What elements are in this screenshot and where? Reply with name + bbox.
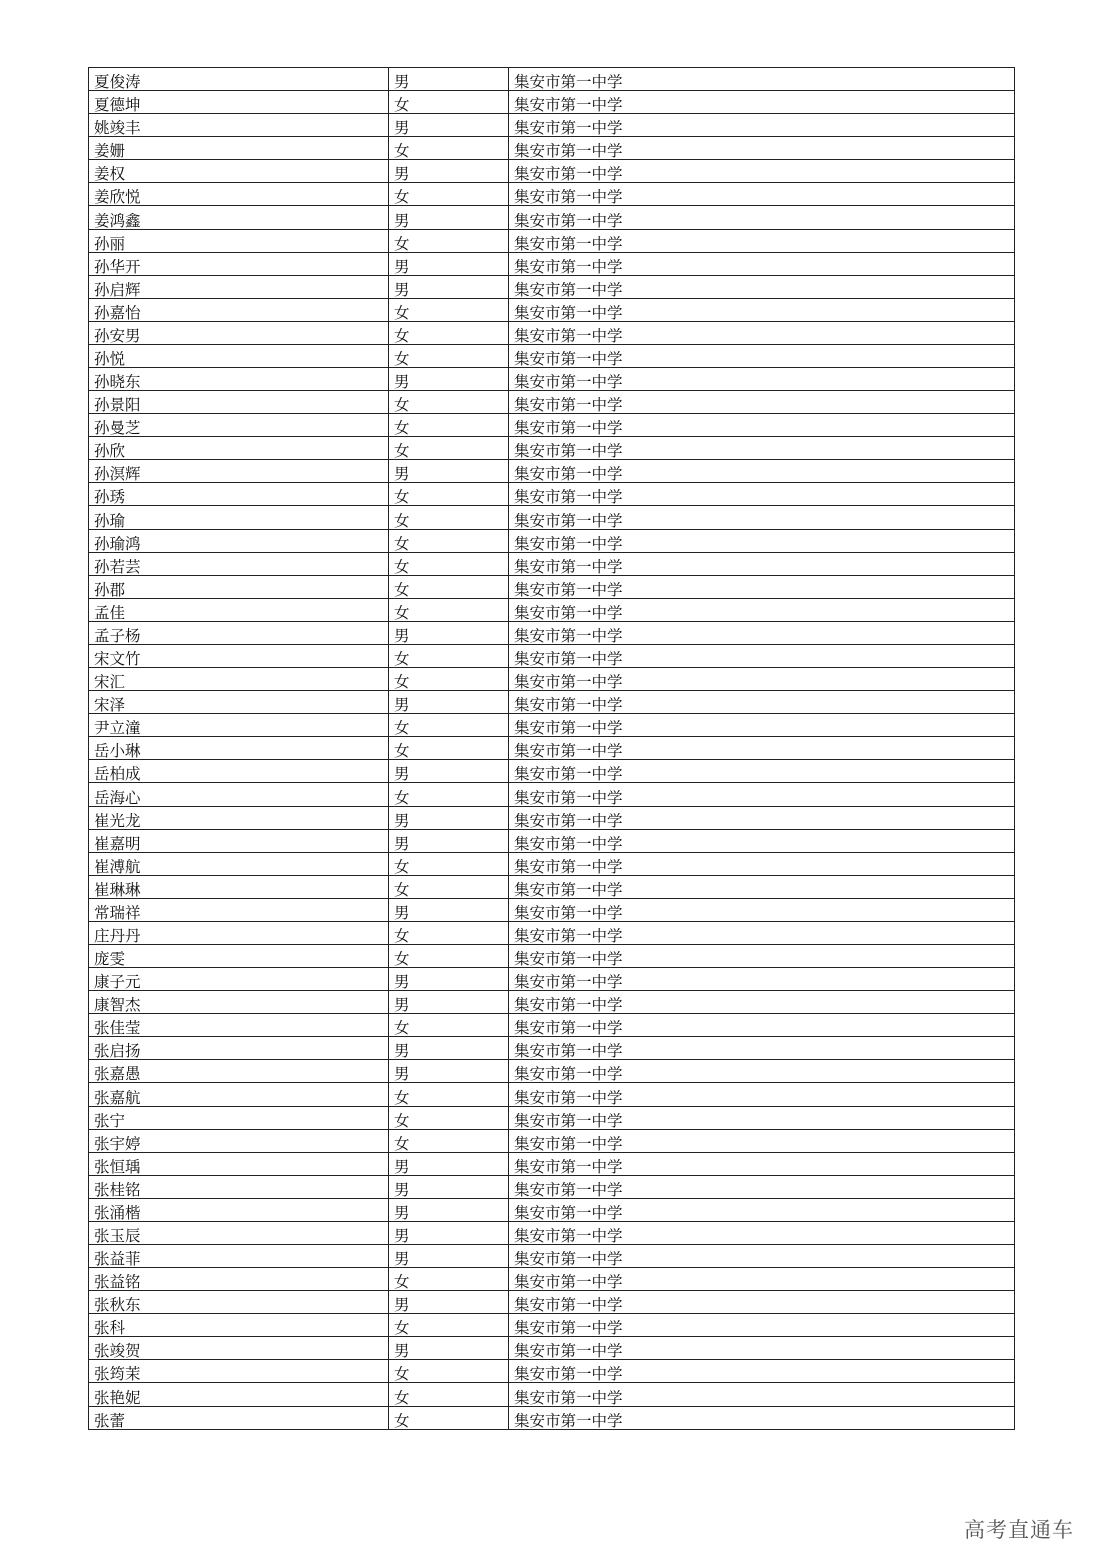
gender-cell: 女 [389,483,509,506]
gender-cell: 女 [389,91,509,114]
table-row [89,183,1015,206]
student-name-cell: 姜权 [89,160,389,183]
table-row [89,668,1015,691]
school-cell: 集安市第一中学 [509,714,1015,737]
table-row [89,206,1015,229]
student-name-cell: 姜欣悦 [89,183,389,206]
student-name-cell: 庄丹丹 [89,921,389,944]
gender-cell: 女 [389,1083,509,1106]
gender-cell: 女 [389,737,509,760]
gender-cell: 女 [389,1406,509,1429]
table-row [89,275,1015,298]
school-cell: 集安市第一中学 [509,229,1015,252]
table-row [89,391,1015,414]
student-name-cell: 张益菲 [89,1244,389,1267]
student-name-cell: 姚竣丰 [89,114,389,137]
table-row [89,737,1015,760]
school-cell: 集安市第一中学 [509,1037,1015,1060]
student-name-cell: 孙华开 [89,252,389,275]
table-row [89,137,1015,160]
table-row [89,1383,1015,1406]
school-cell: 集安市第一中学 [509,460,1015,483]
gender-cell: 男 [389,275,509,298]
gender-cell: 女 [389,321,509,344]
student-name-cell: 夏德坤 [89,91,389,114]
student-name-cell: 孙瑜鸿 [89,529,389,552]
table-row [89,760,1015,783]
gender-cell: 女 [389,598,509,621]
table-row [89,921,1015,944]
table-row [89,437,1015,460]
school-cell: 集安市第一中学 [509,852,1015,875]
table-row [89,414,1015,437]
gender-cell: 男 [389,898,509,921]
table-row [89,344,1015,367]
table-row [89,552,1015,575]
school-cell: 集安市第一中学 [509,1152,1015,1175]
student-name-cell: 孙景阳 [89,391,389,414]
student-name-cell: 孙瑜 [89,506,389,529]
student-name-cell: 康智杰 [89,991,389,1014]
gender-cell: 女 [389,137,509,160]
table-row [89,1244,1015,1267]
school-cell: 集安市第一中学 [509,1060,1015,1083]
student-name-cell: 夏俊涛 [89,68,389,91]
student-name-cell: 孙安男 [89,321,389,344]
table-row [89,852,1015,875]
table-row [89,1337,1015,1360]
school-cell: 集安市第一中学 [509,1314,1015,1337]
student-name-cell: 张嘉愚 [89,1060,389,1083]
gender-cell: 男 [389,806,509,829]
school-cell: 集安市第一中学 [509,944,1015,967]
school-cell: 集安市第一中学 [509,206,1015,229]
gender-cell: 女 [389,944,509,967]
table-row [89,714,1015,737]
table-row [89,991,1015,1014]
school-cell: 集安市第一中学 [509,783,1015,806]
gender-cell: 女 [389,714,509,737]
table-row [89,1037,1015,1060]
student-name-cell: 岳柏成 [89,760,389,783]
gender-cell: 女 [389,1129,509,1152]
school-cell: 集安市第一中学 [509,760,1015,783]
school-cell: 集安市第一中学 [509,506,1015,529]
gender-cell: 男 [389,1198,509,1221]
student-name-cell: 姜鸿鑫 [89,206,389,229]
gender-cell: 女 [389,1314,509,1337]
table-row [89,483,1015,506]
gender-cell: 女 [389,506,509,529]
gender-cell: 女 [389,875,509,898]
school-cell: 集安市第一中学 [509,1129,1015,1152]
school-cell: 集安市第一中学 [509,668,1015,691]
gender-cell: 男 [389,1175,509,1198]
table-row [89,944,1015,967]
table-row [89,875,1015,898]
table-row [89,783,1015,806]
table-row [89,1291,1015,1314]
gender-cell: 男 [389,252,509,275]
gender-cell: 女 [389,1014,509,1037]
gender-cell: 男 [389,621,509,644]
school-cell: 集安市第一中学 [509,968,1015,991]
table-row [89,1060,1015,1083]
school-cell: 集安市第一中学 [509,806,1015,829]
table-row [89,1406,1015,1429]
school-cell: 集安市第一中学 [509,1337,1015,1360]
student-name-cell: 孟子杨 [89,621,389,644]
student-name-cell: 张恒瑀 [89,1152,389,1175]
student-name-cell: 宋文竹 [89,644,389,667]
school-cell: 集安市第一中学 [509,160,1015,183]
table-row [89,1268,1015,1291]
gender-cell: 女 [389,1106,509,1129]
table-row [89,368,1015,391]
gender-cell: 男 [389,1337,509,1360]
school-cell: 集安市第一中学 [509,1175,1015,1198]
school-cell: 集安市第一中学 [509,1221,1015,1244]
gender-cell: 男 [389,368,509,391]
gender-cell: 女 [389,414,509,437]
student-name-cell: 庞雯 [89,944,389,967]
table-row [89,298,1015,321]
gender-cell: 男 [389,691,509,714]
school-cell: 集安市第一中学 [509,691,1015,714]
gender-cell: 女 [389,921,509,944]
table-row [89,460,1015,483]
watermark-text: 高考直通车 [964,1518,1074,1542]
school-cell: 集安市第一中学 [509,298,1015,321]
school-cell: 集安市第一中学 [509,575,1015,598]
student-name-cell: 孙郡 [89,575,389,598]
gender-cell: 男 [389,460,509,483]
gender-cell: 女 [389,298,509,321]
student-name-cell: 孙若芸 [89,552,389,575]
school-cell: 集安市第一中学 [509,1244,1015,1267]
school-cell: 集安市第一中学 [509,644,1015,667]
student-name-cell: 张佳莹 [89,1014,389,1037]
student-name-cell: 岳小琳 [89,737,389,760]
gender-cell: 女 [389,575,509,598]
school-cell: 集安市第一中学 [509,252,1015,275]
table-row [89,1198,1015,1221]
table-row [89,252,1015,275]
school-cell: 集安市第一中学 [509,898,1015,921]
student-name-cell: 张宁 [89,1106,389,1129]
gender-cell: 女 [389,552,509,575]
school-cell: 集安市第一中学 [509,1360,1015,1383]
student-name-cell: 崔光龙 [89,806,389,829]
student-name-cell: 孙曼芝 [89,414,389,437]
school-cell: 集安市第一中学 [509,483,1015,506]
table-row [89,621,1015,644]
table-row [89,1175,1015,1198]
school-cell: 集安市第一中学 [509,137,1015,160]
gender-cell: 男 [389,968,509,991]
gender-cell: 男 [389,991,509,1014]
gender-cell: 男 [389,760,509,783]
gender-cell: 女 [389,668,509,691]
table-row [89,644,1015,667]
table-row [89,1152,1015,1175]
school-cell: 集安市第一中学 [509,829,1015,852]
student-name-cell: 张启扬 [89,1037,389,1060]
student-name-cell: 崔琳琳 [89,875,389,898]
table-row [89,321,1015,344]
gender-cell: 女 [389,437,509,460]
student-name-cell: 常瑞祥 [89,898,389,921]
student-name-cell: 张蕾 [89,1406,389,1429]
student-name-cell: 孙晓东 [89,368,389,391]
school-cell: 集安市第一中学 [509,1106,1015,1129]
table-row [89,806,1015,829]
table-row [89,1083,1015,1106]
school-cell: 集安市第一中学 [509,875,1015,898]
gender-cell: 男 [389,1060,509,1083]
table-row [89,829,1015,852]
school-cell: 集安市第一中学 [509,991,1015,1014]
student-name-cell: 张嘉航 [89,1083,389,1106]
table-row [89,898,1015,921]
student-name-cell: 姜姗 [89,137,389,160]
table-row [89,160,1015,183]
gender-cell: 男 [389,1291,509,1314]
student-name-cell: 张涌楷 [89,1198,389,1221]
student-name-cell: 宋汇 [89,668,389,691]
school-cell: 集安市第一中学 [509,1014,1015,1037]
table-row [89,91,1015,114]
gender-cell: 男 [389,114,509,137]
student-name-cell: 孟佳 [89,598,389,621]
gender-cell: 男 [389,206,509,229]
school-cell: 集安市第一中学 [509,275,1015,298]
school-cell: 集安市第一中学 [509,1291,1015,1314]
student-name-cell: 孙悦 [89,344,389,367]
gender-cell: 男 [389,1221,509,1244]
table-row [89,968,1015,991]
gender-cell: 女 [389,229,509,252]
table-row [89,68,1015,91]
gender-cell: 男 [389,1244,509,1267]
table-row [89,229,1015,252]
school-cell: 集安市第一中学 [509,1083,1015,1106]
student-name-cell: 张筠茉 [89,1360,389,1383]
table-row [89,114,1015,137]
student-name-cell: 崔嘉明 [89,829,389,852]
school-cell: 集安市第一中学 [509,114,1015,137]
gender-cell: 男 [389,160,509,183]
student-name-cell: 张玉辰 [89,1221,389,1244]
student-name-cell: 张桂铭 [89,1175,389,1198]
student-name-cell: 孙琇 [89,483,389,506]
school-cell: 集安市第一中学 [509,414,1015,437]
gender-cell: 女 [389,644,509,667]
table-row [89,1360,1015,1383]
school-cell: 集安市第一中学 [509,344,1015,367]
school-cell: 集安市第一中学 [509,91,1015,114]
table-row [89,575,1015,598]
gender-cell: 女 [389,852,509,875]
table-row [89,1014,1015,1037]
table-row [89,506,1015,529]
school-cell: 集安市第一中学 [509,391,1015,414]
school-cell: 集安市第一中学 [509,321,1015,344]
gender-cell: 女 [389,1268,509,1291]
student-roster-table [88,67,1015,1430]
school-cell: 集安市第一中学 [509,1406,1015,1429]
school-cell: 集安市第一中学 [509,368,1015,391]
student-name-cell: 张益铭 [89,1268,389,1291]
roster-body [89,68,1015,1430]
gender-cell: 女 [389,783,509,806]
table-row [89,691,1015,714]
school-cell: 集安市第一中学 [509,1383,1015,1406]
student-name-cell: 张艳妮 [89,1383,389,1406]
student-name-cell: 孙欣 [89,437,389,460]
gender-cell: 男 [389,829,509,852]
school-cell: 集安市第一中学 [509,437,1015,460]
gender-cell: 男 [389,1037,509,1060]
school-cell: 集安市第一中学 [509,1198,1015,1221]
student-name-cell: 孙启辉 [89,275,389,298]
gender-cell: 女 [389,183,509,206]
table-row [89,1106,1015,1129]
student-name-cell: 尹立潼 [89,714,389,737]
student-name-cell: 张科 [89,1314,389,1337]
student-name-cell: 张宇婷 [89,1129,389,1152]
school-cell: 集安市第一中学 [509,621,1015,644]
gender-cell: 女 [389,344,509,367]
school-cell: 集安市第一中学 [509,598,1015,621]
table-row [89,1314,1015,1337]
gender-cell: 女 [389,391,509,414]
table-row [89,1129,1015,1152]
table-row [89,529,1015,552]
student-name-cell: 张竣贺 [89,1337,389,1360]
student-name-cell: 康子元 [89,968,389,991]
gender-cell: 男 [389,1152,509,1175]
student-name-cell: 宋泽 [89,691,389,714]
school-cell: 集安市第一中学 [509,1268,1015,1291]
table-row [89,1221,1015,1244]
school-cell: 集安市第一中学 [509,183,1015,206]
student-name-cell: 崔溥航 [89,852,389,875]
student-name-cell: 孙溟辉 [89,460,389,483]
table-row [89,598,1015,621]
school-cell: 集安市第一中学 [509,68,1015,91]
school-cell: 集安市第一中学 [509,529,1015,552]
student-name-cell: 孙丽 [89,229,389,252]
school-cell: 集安市第一中学 [509,921,1015,944]
gender-cell: 男 [389,68,509,91]
student-name-cell: 岳海心 [89,783,389,806]
gender-cell: 女 [389,1383,509,1406]
school-cell: 集安市第一中学 [509,737,1015,760]
gender-cell: 女 [389,1360,509,1383]
school-cell: 集安市第一中学 [509,552,1015,575]
student-name-cell: 孙嘉怡 [89,298,389,321]
student-name-cell: 张秋东 [89,1291,389,1314]
gender-cell: 女 [389,529,509,552]
